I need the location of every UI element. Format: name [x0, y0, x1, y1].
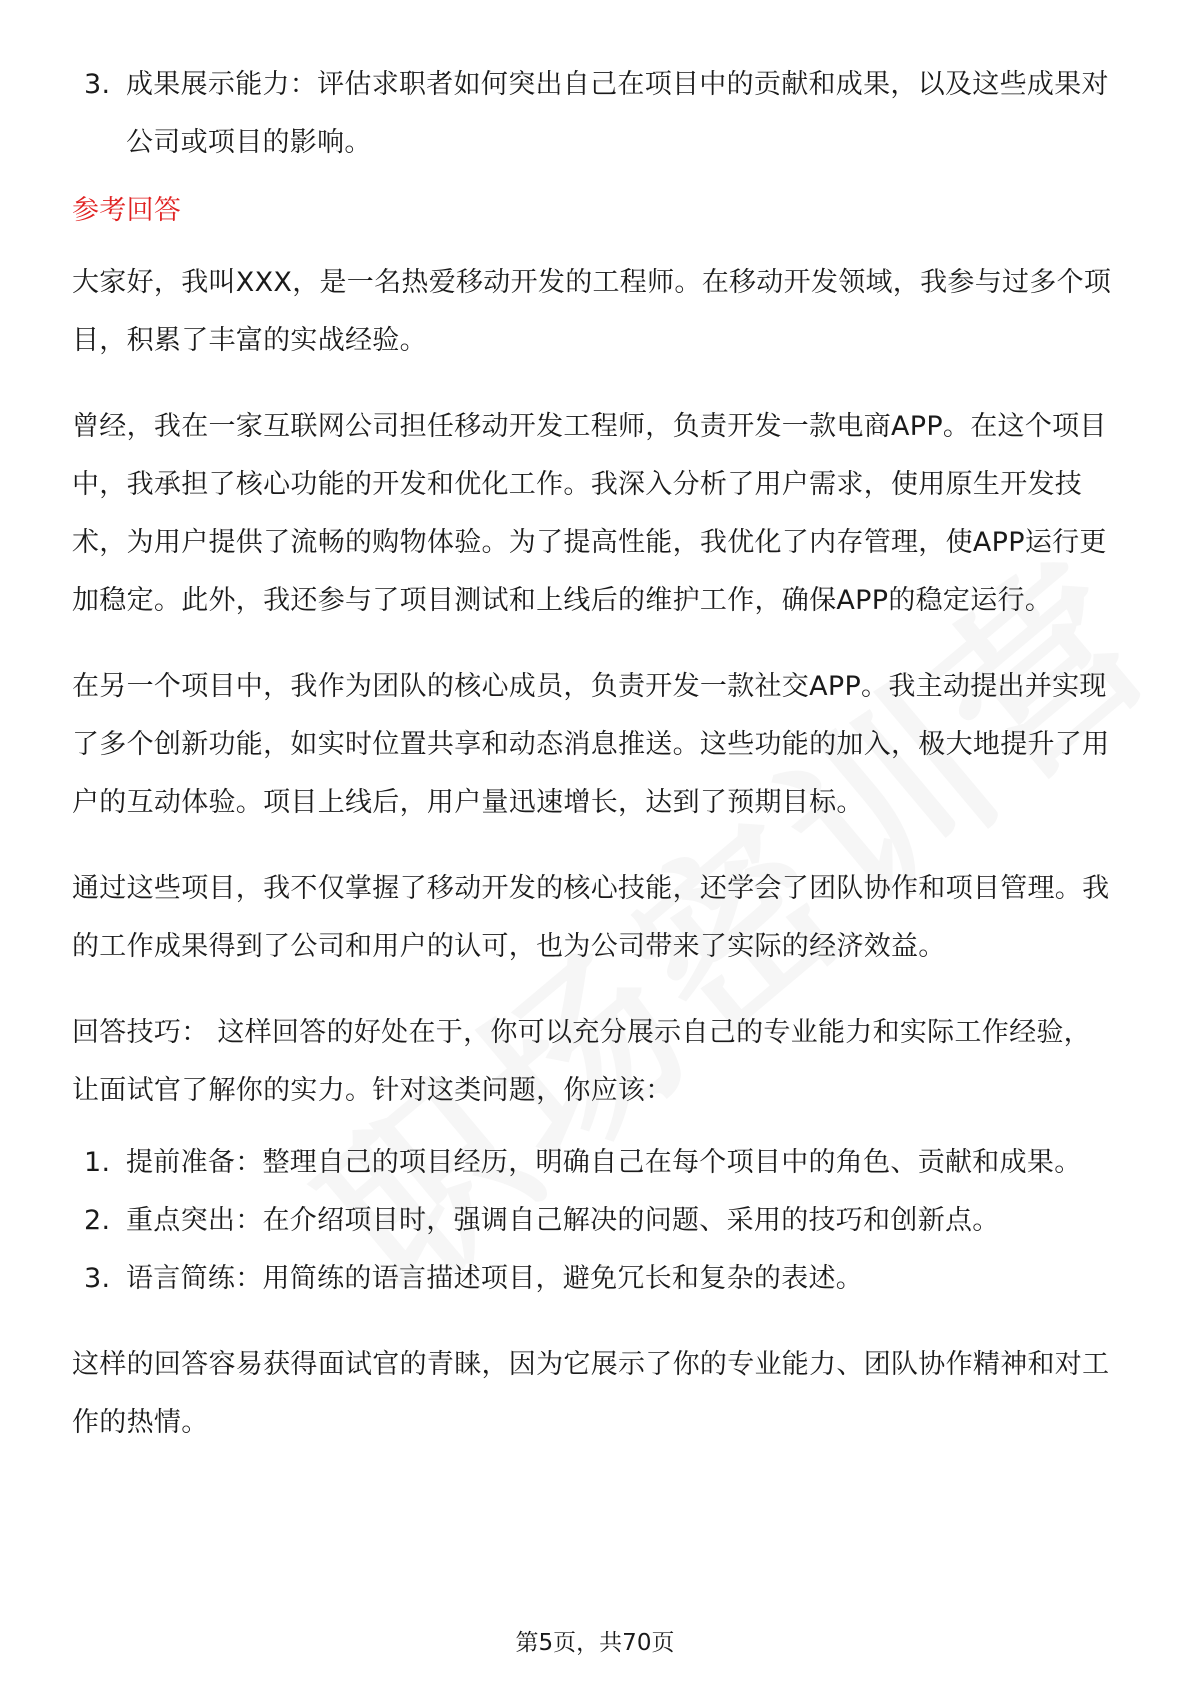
list-item	[72, 1134, 1118, 1192]
list-number: 3.	[84, 69, 111, 100]
list-item	[72, 56, 1118, 172]
list-item	[72, 1250, 1118, 1308]
tips-list	[72, 1134, 1118, 1308]
evaluation-list	[72, 56, 1118, 172]
list-text: 重点突出：在介绍项目时，强调自己解决的问题、采用的技巧和创新点。	[126, 1205, 1000, 1236]
list-number: 1.	[84, 1147, 111, 1178]
paragraph-ecommerce-project: 曾经，我在一家互联网公司担任移动开发工程师，负责开发一款电商APP。在这个项目中，我承担了核心功能的开发和优化工作。我深入分析了用户需求，使用原生开发技术，为用户提供了流畅的购物体验。为了提高性能，我优化了内存管理，使APP运行更加稳定。此外，我还参与了项目测试和上线后的维护工作，确保APP的稳定运行。	[72, 411, 1107, 616]
reference-answer-heading: 参考回答	[72, 195, 182, 226]
list-number: 3.	[84, 1263, 111, 1294]
list-item	[72, 1192, 1118, 1250]
page-number-footer: 第5页，共70页	[515, 1630, 675, 1656]
paragraph-social-project: 在另一个项目中，我作为团队的核心成员，负责开发一款社交APP。我主动提出并实现了多个创新功能，如实时位置共享和动态消息推送。这些功能的加入，极大地提升了用户的互动体验。项目上线后，用户量迅速增长，达到了预期目标。	[72, 671, 1110, 818]
list-text: 语言简练：用简练的语言描述项目，避免冗长和复杂的表述。	[126, 1263, 864, 1294]
page-content	[72, 56, 1118, 1480]
paragraph-intro: 大家好，我叫XXX，是一名热爱移动开发的工程师。在移动开发领域，我参与过多个项目，积累了丰富的实战经验。	[72, 267, 1112, 356]
list-number: 2.	[84, 1205, 111, 1236]
paragraph-answer-tips: 回答技巧： 这样回答的好处在于，你可以充分展示自己的专业能力和实际工作经验，让面试官了解你的实力。针对这类问题，你应该：	[72, 1017, 1091, 1106]
paragraph-summary: 通过这些项目，我不仅掌握了移动开发的核心技能，还学会了团队协作和项目管理。我的工作成果得到了公司和用户的认可，也为公司带来了实际的经济效益。	[72, 873, 1110, 962]
paragraph-closing: 这样的回答容易获得面试官的青睐，因为它展示了你的专业能力、团队协作精神和对工作的热情。	[72, 1349, 1110, 1438]
list-text: 成果展示能力：评估求职者如何突出自己在项目中的贡献和成果，以及这些成果对公司或项目的影响。	[126, 69, 1109, 158]
list-text: 提前准备：整理自己的项目经历，明确自己在每个项目中的角色、贡献和成果。	[126, 1147, 1082, 1178]
